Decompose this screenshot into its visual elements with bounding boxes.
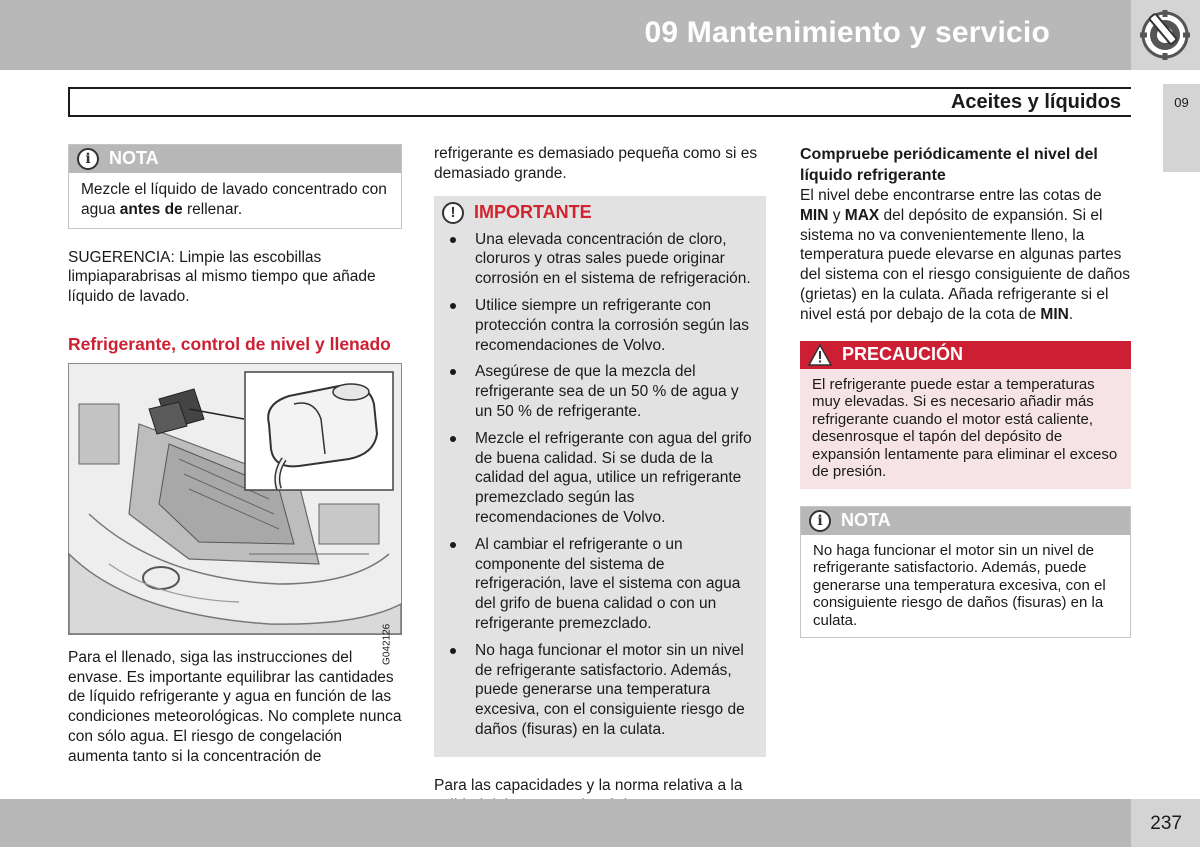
precaucion-label: PRECAUCIÓN xyxy=(842,343,964,364)
nota-box-2-label: NOTA xyxy=(841,509,891,530)
nota-box-1-text xyxy=(69,173,401,228)
coolant-subheading: Refrigerante, control de nivel y llenado xyxy=(68,333,391,354)
nota-box-1-text-bold: antes de xyxy=(119,200,183,218)
section-title: Aceites y líquidos xyxy=(950,91,1121,113)
coolant-text-y: y xyxy=(828,206,845,224)
warning-exclamation-icon: ! xyxy=(442,202,464,224)
chapter-side-tab-label: 09 xyxy=(1174,95,1189,110)
capacities-paragraph: Para las capacidades y la norma relativa a la xyxy=(434,776,743,794)
list-item: Mezcle el refrigerante con agua del grifo de buena calidad. Si se duda de la calidad del agua, utilice un refrigerante premezclado según las recomendaciones de Volvo. xyxy=(448,429,756,528)
nota-box-1 xyxy=(68,144,402,229)
list-item: No haga funcionar el motor sin un nivel de refrigerante satisfactorio. Además, puede generarse una temperatura excesiva, con el consiguiente riesgo de daños (fisuras) en la culata. xyxy=(448,641,756,740)
importante-box xyxy=(434,196,766,757)
nota-box-1-text-post: rellenar. xyxy=(182,200,243,218)
precaucion-text: El refrigerante puede estar a temperaturas muy elevadas. Si es necesario añadir más refrigerante cuando el motor está caliente, desenrosque el tapón del depósito de expansión lentamente para eliminar el exceso de presión. xyxy=(812,375,1118,481)
page-number-box xyxy=(1131,799,1200,847)
importante-list xyxy=(434,230,766,757)
info-icon: i xyxy=(809,510,831,532)
importante-label: IMPORTANTE xyxy=(474,201,592,222)
nota-box-1-label: NOTA xyxy=(109,148,159,169)
list-item: Al cambiar el refrigerante o un componente del sistema de refrigeración, lave el sistema con agua del grifo de buena calidad o con un refrigerante premezclado. xyxy=(448,535,756,634)
list-item: Asegúrese de que la mezcla del refrigerante sea de un 50 % de agua y un 50 % de refrigerante. xyxy=(448,362,756,421)
info-icon: i xyxy=(77,148,99,170)
chapter-title: 09 Mantenimiento y servicio xyxy=(644,16,1050,49)
list-item: Una elevada concentración de cloro, cloruros y otras sales puede originar corrosión en el sistema de refrigeración. xyxy=(448,230,756,289)
coolant-text-end: . xyxy=(1068,305,1074,323)
column-2 xyxy=(434,144,766,815)
coolant-text-2: del depósito de expansión. Si el sistema no va convenientemente lleno, la temperatura puede elevarse en algunas partes del sistema con el riesgo consiguiente de daños (grietas) en la culata. Añada refrigerante si el nivel está por debajo de la cota de xyxy=(800,206,1131,323)
section-header xyxy=(68,87,1131,117)
precaucion-box xyxy=(800,341,1131,489)
nota-box-1-header xyxy=(69,145,401,173)
chapter-icon-box xyxy=(1131,0,1200,70)
nota-box-2 xyxy=(800,506,1131,639)
coolant-text-1: El nivel debe encontrarse entre las cotas de xyxy=(800,187,1102,204)
coolant-check-paragraph xyxy=(800,186,1131,325)
precaucion-box-header xyxy=(800,341,1131,369)
chapter-side-tab xyxy=(1163,84,1200,172)
footer-bar xyxy=(0,799,1131,847)
column-3 xyxy=(800,144,1131,638)
sugerencia-paragraph: SUGERENCIA: Limpie las escobillas limpiaparabrisas al mismo tiempo que añade líquido de lavado. xyxy=(68,248,376,306)
importante-box-header xyxy=(434,196,766,230)
wrench-gear-icon xyxy=(1131,0,1200,70)
continuation-paragraph: refrigerante es demasiado pequeña como si es demasiado grande. xyxy=(434,145,758,182)
engine-coolant-figure xyxy=(68,363,402,665)
nota-box-2-text: No haga funcionar el motor sin un nivel de refrigerante satisfactorio. Además, puede generarse una temperatura excesiva, con el consiguiente riesgo de daños (fisuras) en la culata. xyxy=(813,541,1106,629)
engine-bay-illustration xyxy=(69,364,401,634)
header-bar xyxy=(0,0,1131,70)
nota-box-1-text-pre: Mezcle el líquido de lavado concentrado con agua xyxy=(81,181,387,218)
min-mark-2: MIN xyxy=(1040,305,1069,323)
figure-code: G042126 xyxy=(381,623,393,665)
max-mark: MAX xyxy=(844,206,880,224)
page-number: 237 xyxy=(1150,813,1182,834)
list-item: Utilice siempre un refrigerante con protección contra la corrosión según las recomendaciones de Volvo. xyxy=(448,296,756,355)
warning-triangle-icon xyxy=(808,344,832,366)
column-1 xyxy=(68,144,402,767)
coolant-check-heading: Compruebe periódicamente el nivel del líquido refrigerante xyxy=(800,146,1098,184)
filling-paragraph: Para el llenado, siga las instrucciones del envase. Es importante equilibrar las cantidades de líquido refrigerante y agua en función de las condiciones meteorológicas. No complete nunca con sólo agua. El riesgo de congelación aumenta tanto si la concentración de xyxy=(68,648,402,765)
min-mark: MIN xyxy=(800,206,829,224)
nota-box-2-header xyxy=(801,507,1130,535)
